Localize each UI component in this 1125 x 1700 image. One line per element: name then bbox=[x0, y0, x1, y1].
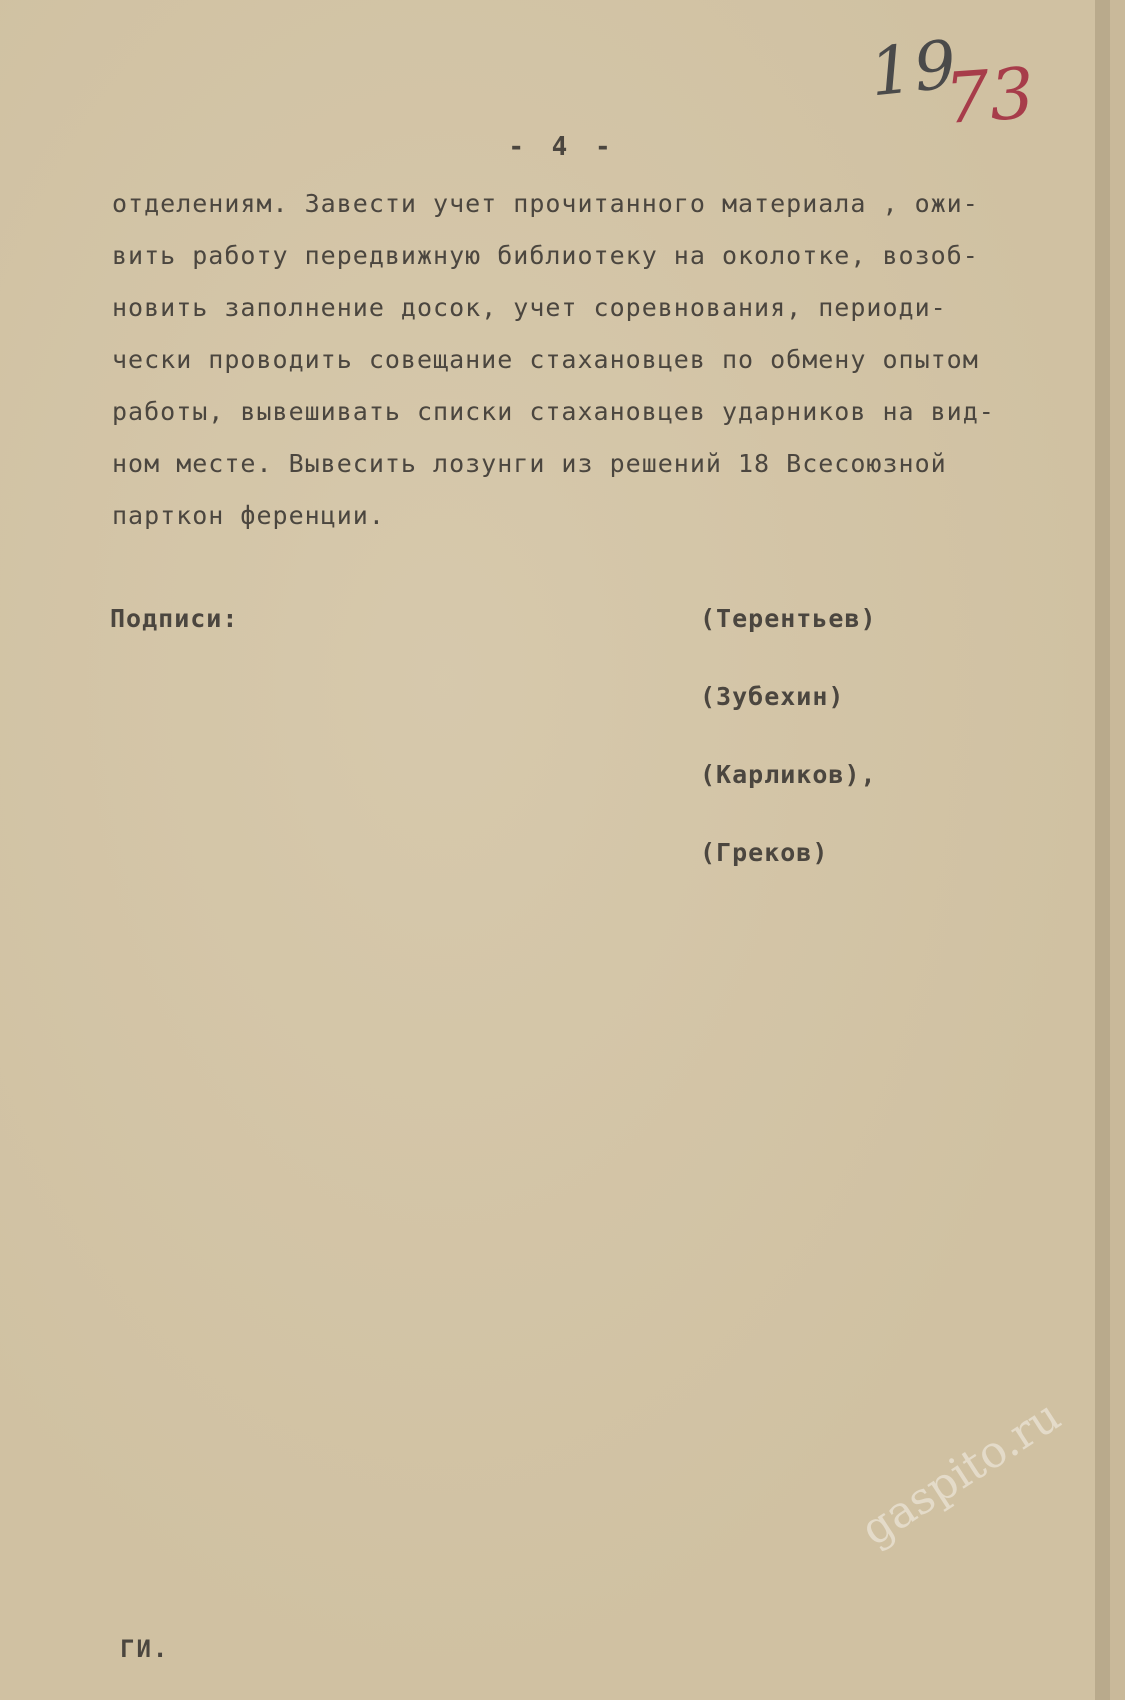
signatures-label: Подписи: bbox=[110, 604, 239, 633]
page-number: - 4 - bbox=[508, 132, 617, 162]
page-edge bbox=[1095, 0, 1110, 1700]
signatory-name: (Карликов), bbox=[700, 760, 877, 789]
signatory-name: (Зубехин) bbox=[700, 682, 845, 711]
signatory-name: (Терентьев) bbox=[700, 604, 877, 633]
signatory-name: (Греков) bbox=[700, 838, 829, 867]
sheet-folio-number: 73 bbox=[942, 51, 1037, 141]
body-line: чески проводить совещание стахановцев по обмену опытом bbox=[112, 345, 979, 374]
body-line: новить заполнение досок, учет соревнования, периоди- bbox=[112, 293, 947, 322]
typist-initials: ГИ. bbox=[120, 1635, 170, 1663]
body-text bbox=[112, 178, 1067, 542]
body-line: вить работу передвижную библиотеку на околотке, возоб- bbox=[112, 241, 979, 270]
body-line: парткон ференции. bbox=[112, 501, 385, 530]
body-line: работы, вывешивать списки стахановцев ударников на вид- bbox=[112, 397, 995, 426]
watermark: gaspito.ru bbox=[852, 1390, 1070, 1556]
body-line: отделениям. Завести учет прочитанного материала , ожи- bbox=[112, 189, 979, 218]
body-line: ном месте. Вывесить лозунги из решений 18 Всесоюзной bbox=[112, 449, 947, 478]
archive-folio-number: 19 bbox=[866, 25, 962, 112]
